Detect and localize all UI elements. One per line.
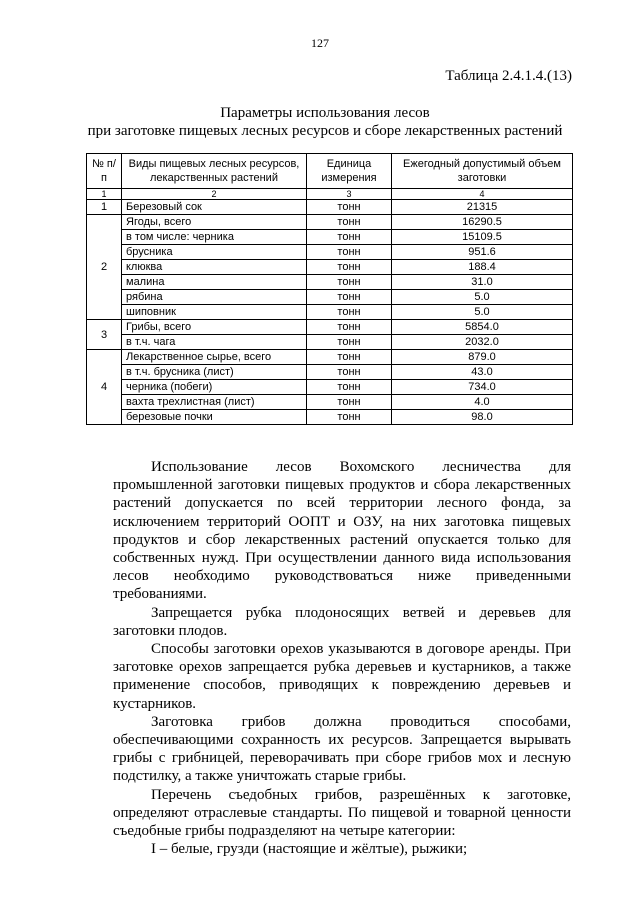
resource-name: Грибы, всего xyxy=(122,320,307,335)
table-row xyxy=(87,395,573,410)
paragraph: I – белые, грузди (настоящие и жёлтые), рыжики; xyxy=(151,841,468,858)
column-number: 4 xyxy=(392,189,573,200)
volume-cell: 2032.0 xyxy=(392,335,573,350)
table-label: Таблица 2.4.1.4.(13) xyxy=(445,68,572,84)
table-row xyxy=(87,380,573,395)
header-number: № п/п xyxy=(87,154,122,189)
volume-cell: 15109.5 xyxy=(392,230,573,245)
parameters-table xyxy=(86,153,573,425)
body-text xyxy=(113,458,571,858)
table-row xyxy=(87,230,573,245)
header-resource: Виды пищевых лесных ресурсов, лекарственных растений xyxy=(122,154,307,189)
column-number: 1 xyxy=(87,189,122,200)
volume-cell: 31.0 xyxy=(392,275,573,290)
volume-cell: 4.0 xyxy=(392,395,573,410)
volume-cell: 951.6 xyxy=(392,245,573,260)
unit-cell: тонн xyxy=(307,320,392,335)
volume-cell: 98.0 xyxy=(392,410,573,425)
unit-cell: тонн xyxy=(307,395,392,410)
header-unit: Единица измерения xyxy=(307,154,392,189)
volume-cell: 5854.0 xyxy=(392,320,573,335)
table-row xyxy=(87,200,573,215)
unit-cell: тонн xyxy=(307,260,392,275)
page-number: 127 xyxy=(311,36,329,50)
unit-cell: тонн xyxy=(307,380,392,395)
table-row xyxy=(87,320,573,335)
unit-cell: тонн xyxy=(307,350,392,365)
unit-cell: тонн xyxy=(307,245,392,260)
table-row xyxy=(87,260,573,275)
unit-cell: тонн xyxy=(307,365,392,380)
unit-cell: тонн xyxy=(307,230,392,245)
table-row xyxy=(87,365,573,380)
unit-cell: тонн xyxy=(307,305,392,320)
table-row xyxy=(87,290,573,305)
table-row xyxy=(87,245,573,260)
paragraph: Использование лесов Вохомского лесничества для промышленной заготовки пищевых продуктов и сбора лекарственных растений допускается по всей территории лесного фонда, за исключением территорий ООПТ и ОЗУ, на них заготовка пищевых продуктов и сбор лекарственных растений опускается только для собственных нужд. При осуществлении данного вида использования лесов необходимо руководствоваться ниже приведенными требованиями. xyxy=(113,459,571,603)
table-row xyxy=(87,215,573,230)
table-row xyxy=(87,410,573,425)
unit-cell: тонн xyxy=(307,410,392,425)
resource-name: в том числе: черника xyxy=(122,230,307,245)
resource-name: рябина xyxy=(122,290,307,305)
title-line-2: при заготовке пищевых лесных ресурсов и сборе лекарственных растений xyxy=(87,123,563,139)
unit-cell: тонн xyxy=(307,215,392,230)
resource-name: Лекарственное сырье, всего xyxy=(122,350,307,365)
resource-name: шиповник xyxy=(122,305,307,320)
resource-name: в т.ч. брусника (лист) xyxy=(122,365,307,380)
table-row xyxy=(87,305,573,320)
resource-name: брусника xyxy=(122,245,307,260)
resource-name: Березовый сок xyxy=(122,200,307,215)
paragraph: Перечень съедобных грибов, разрешённых к заготовке, определяют отраслевые стандарты. По пищевой и товарной ценности съедобные грибы подразделяют на четыре категории: xyxy=(113,786,571,840)
header-volume: Ежегодный допустимый объем заготовки xyxy=(392,154,573,189)
group-number: 4 xyxy=(87,350,122,425)
unit-cell: тонн xyxy=(307,200,392,215)
volume-cell: 5.0 xyxy=(392,290,573,305)
group-number: 3 xyxy=(87,320,122,350)
table-title xyxy=(60,104,590,140)
volume-cell: 879.0 xyxy=(392,350,573,365)
volume-cell: 43.0 xyxy=(392,365,573,380)
volume-cell: 16290.5 xyxy=(392,215,573,230)
resource-name: черника (побеги) xyxy=(122,380,307,395)
resource-name: клюква xyxy=(122,260,307,275)
column-number: 2 xyxy=(122,189,307,200)
resource-name: в т.ч. чага xyxy=(122,335,307,350)
table-row xyxy=(87,275,573,290)
resource-name: малина xyxy=(122,275,307,290)
column-number-row xyxy=(87,189,573,200)
resource-name: березовые почки xyxy=(122,410,307,425)
volume-cell: 5.0 xyxy=(392,305,573,320)
paragraph: Заготовка грибов должна проводиться способами, обеспечивающими сохранность их ресурсов. Запрещается вырывать грибы с грибницей, переворачивать при сборе грибов мох и лесную подстилку, а также уничтожать старые грибы. xyxy=(113,713,571,785)
paragraph: Запрещается рубка плодоносящих ветвей и деревьев для заготовки плодов. xyxy=(113,604,571,639)
unit-cell: тонн xyxy=(307,290,392,305)
volume-cell: 734.0 xyxy=(392,380,573,395)
group-number: 1 xyxy=(87,200,122,215)
group-number: 2 xyxy=(87,215,122,320)
unit-cell: тонн xyxy=(307,335,392,350)
paragraph: Способы заготовки орехов указываются в договоре аренды. При заготовке орехов запрещается рубка деревьев и кустарников, а также применение способов, приводящих к повреждению деревьев и кустарников. xyxy=(113,641,571,712)
table-row xyxy=(87,350,573,365)
table-row xyxy=(87,335,573,350)
column-number: 3 xyxy=(307,189,392,200)
unit-cell: тонн xyxy=(307,275,392,290)
resource-name: вахта трехлистная (лист) xyxy=(122,395,307,410)
volume-cell: 21315 xyxy=(392,200,573,215)
resource-name: Ягоды, всего xyxy=(122,215,307,230)
title-line-1: Параметры использования лесов xyxy=(220,105,430,121)
header-row xyxy=(87,154,573,189)
volume-cell: 188.4 xyxy=(392,260,573,275)
